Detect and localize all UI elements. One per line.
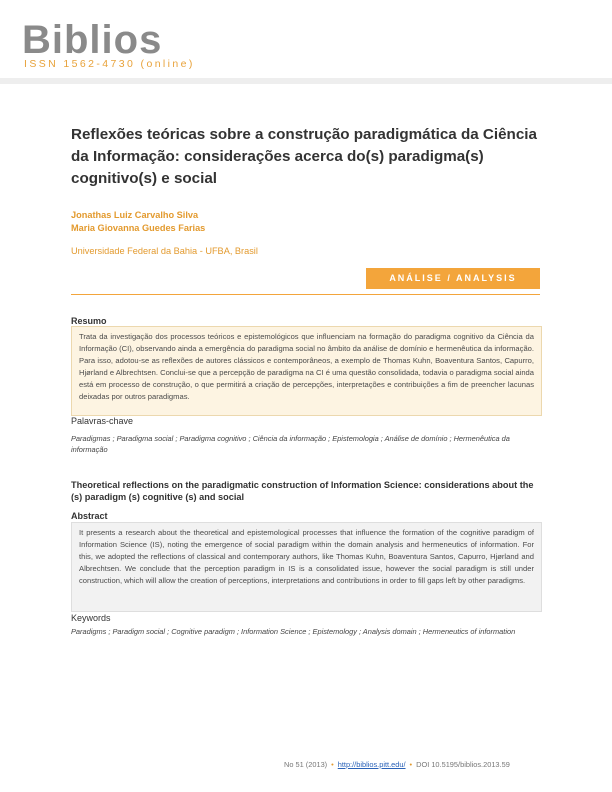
abstract-heading: Abstract — [71, 511, 108, 521]
journal-logo: Biblios — [22, 18, 163, 62]
author-name[interactable]: Jonathas Luiz Carvalho Silva — [71, 210, 199, 220]
author-affiliation: Universidade Federal da Bahia - UFBA, Brasil — [71, 246, 258, 256]
palavras-chave-list: Paradigmas ; Paradigma social ; Paradigma cognitivo ; Ciência da informação ; Epistemologia ; Análise de domínio ; Hermenêutica da informação — [71, 434, 510, 454]
issn-label: ISSN 1562-4730 (online) — [24, 58, 195, 70]
keywords-heading: Keywords — [71, 613, 111, 623]
bullet-separator: • — [409, 760, 413, 769]
doi-label: DOI 10.5195/biblios.2013.59 — [416, 760, 510, 769]
abstract-text: It presents a research about the theoretical and epistemological processes that influence the formation of the cognitive paradigm of Information Science (IS), noting the emergence of social paradigm within the domain analysis and hermeneutics of information. For this, we adopted the reflections of classical and contemporary authors, like Thomas Kuhn, Boaventura Santos, Capurro, Hjørland and Albrechtsen. We conclude that the perception paradigm in IS is a consolidated issue, however the social paradigm is still under construction, which will allow the creation of perceptions, interpretations and contributions in order to fill gaps left by other paradigms. — [71, 522, 542, 612]
journal-link[interactable]: http://biblios.pitt.edu/ — [337, 760, 406, 769]
bullet-separator: • — [331, 760, 334, 769]
resumo-text: Trata da investigação dos processos teóricos e epistemológicos que influenciam na formação do paradigma cognitivo da Ciência da Informação (CI), observando ainda a emergência do paradigma social no âmbito da análise de domínio e hermenêutica da informação. Para isso, adotou-se as reflexões de autores clássicos e contemporâneos, a exemplo de Thomas Kuhn, Boaventura Santos, Capurro, Hjørland e Albrechtsen. Conclui-se que a percepção de paradigma na CI é uma questão consolidada, todavia o paradigma social ainda está em processo de construção, o que permitirá a criação de percepções, interpretações e contribuições a fim de preencher lacunas deixadas por outros paradigmas. — [71, 326, 542, 416]
author-name[interactable]: Maria Giovanna Guedes Farias — [71, 223, 206, 233]
resumo-heading: Resumo — [71, 316, 107, 326]
header-divider — [0, 78, 612, 84]
section-divider — [71, 294, 540, 295]
palavras-chave-heading: Palavras-chave — [71, 416, 134, 426]
page-footer — [284, 760, 510, 769]
keywords-list: Paradigms ; Paradigm social ; Cognitive paradigm ; Information Science ; Epistemology ; Analysis domain ; Hermeneutics of information — [71, 627, 516, 636]
issue-number: No 51 (2013) — [284, 760, 328, 769]
section-banner: ANÁLISE / ANALYSIS — [366, 268, 540, 289]
english-title: Theoretical reflections on the paradigmatic construction of Information Science: considerations about the (s) paradigm (s) cognitive (s) and social — [71, 480, 534, 502]
article-title: Reflexões teóricas sobre a construção paradigmática da Ciência da Informação: considerações acerca do(s) paradigma(s) cognitivo(s) e social — [71, 126, 537, 187]
